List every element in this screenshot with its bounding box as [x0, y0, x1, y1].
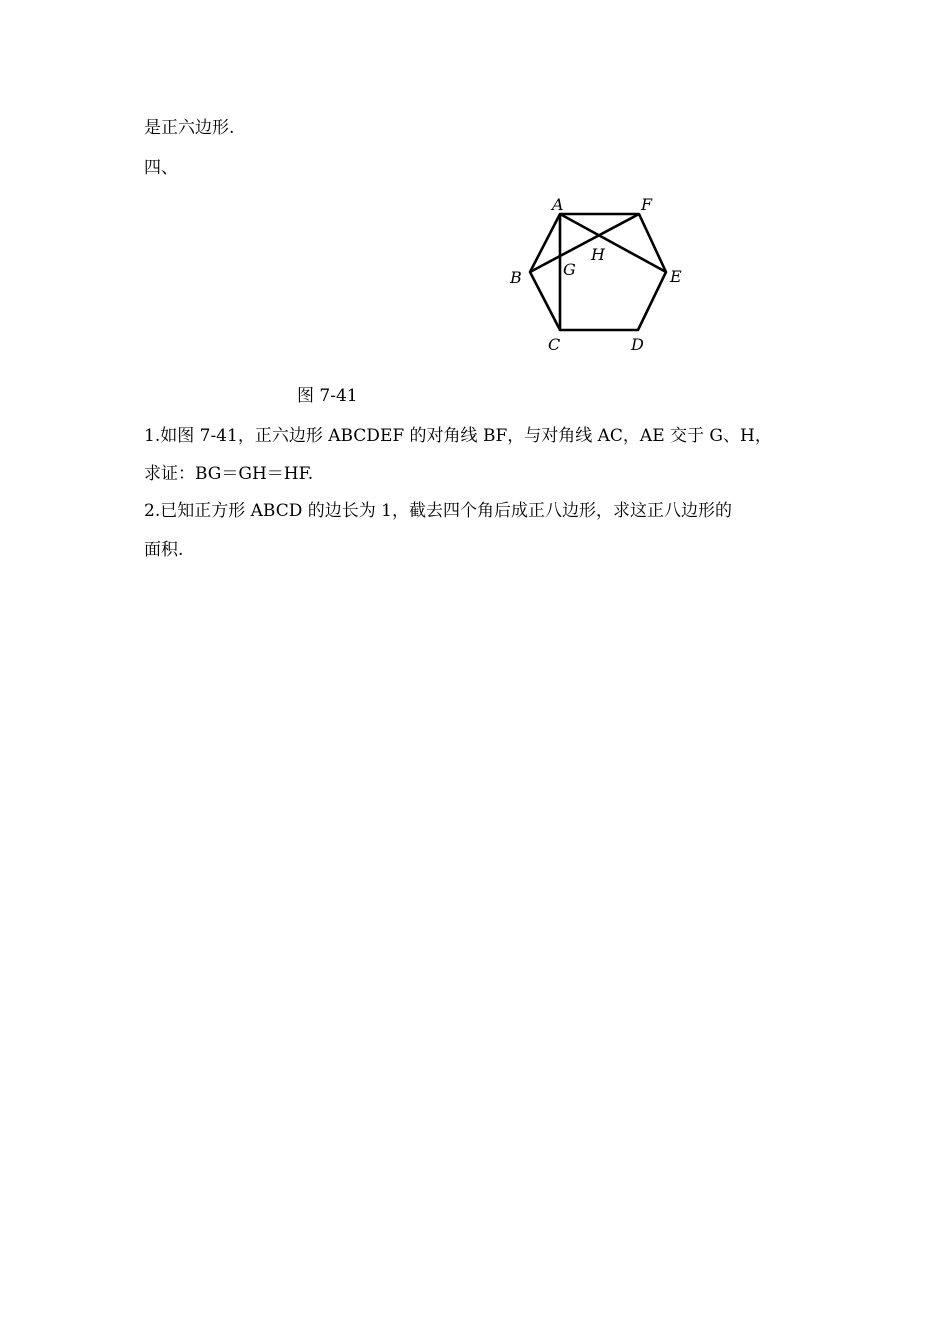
problem-1-line-2: 求证：BG＝GH＝HF.: [144, 464, 314, 484]
section-heading-four: 四、: [144, 158, 178, 178]
label-a: A: [552, 195, 564, 214]
label-f: F: [641, 195, 653, 214]
label-d: D: [631, 335, 644, 354]
label-h: H: [591, 245, 605, 264]
label-b: B: [510, 268, 522, 287]
problem-2-line-2: 面积.: [144, 540, 184, 560]
text-line-conclusion: 是正六边形.: [144, 118, 235, 138]
problem-2-line-1: 2.已知正方形 ABCD 的边长为 1，截去四个角后成正八边形，求这正八边形的: [144, 501, 732, 521]
diagonal-ae: [560, 214, 666, 272]
hexagon-figure: [500, 188, 700, 363]
label-c: C: [548, 335, 561, 354]
problem-1-line-1: 1.如图 7-41，正六边形 ABCDEF 的对角线 BF，与对角线 AC，AE 交于 G、H，: [144, 426, 772, 446]
figure-caption: 图 7-41: [297, 386, 358, 406]
label-e: E: [670, 267, 682, 286]
hexagon-outline: [530, 214, 666, 330]
label-g: G: [563, 260, 576, 279]
